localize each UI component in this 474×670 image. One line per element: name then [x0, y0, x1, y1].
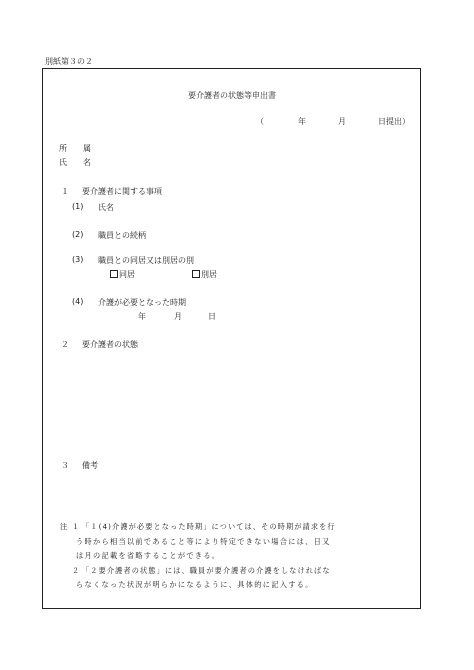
note2-line1: 「２要介護者の状態」には、職員が要介護者の介護をしなければな — [82, 566, 331, 575]
note2-number: ２ — [72, 566, 80, 575]
care-start-month-unit: 月 — [174, 312, 182, 321]
attachment-label: 別紙第３の２ — [45, 57, 93, 66]
note2-line2: らなくなった状況が明らかになるように、具体的に記入する。 — [76, 580, 314, 589]
section2-number: ２ — [61, 340, 69, 349]
option-separate[interactable] — [192, 269, 217, 280]
year-unit: 年 — [298, 117, 306, 126]
section1-number: １ — [61, 187, 69, 196]
option-cohabiting[interactable] — [110, 269, 135, 280]
day-submitted-label: 日提出） — [378, 117, 410, 126]
name-label: 氏 名 — [59, 158, 95, 167]
note1-line3: は月の記載を省略することができる。 — [76, 551, 221, 560]
option-separate-label: 別居 — [201, 270, 217, 279]
note1-line1: 「１(4)介護が必要となった時期」については、その時期が請求を行 — [82, 522, 336, 531]
item3-label: 職員との同居又は別居の別 — [98, 256, 194, 265]
note1-number: １ — [72, 522, 80, 531]
item1-label: 氏名 — [98, 203, 114, 212]
checkbox-icon[interactable] — [192, 270, 200, 278]
option-cohabiting-label: 同居 — [119, 270, 135, 279]
item4-number: (4) — [72, 297, 84, 306]
section3-heading: 備考 — [82, 461, 98, 470]
section3-number: ３ — [61, 461, 69, 470]
item2-label: 職員との続柄 — [98, 231, 146, 240]
notes-prefix: 注 — [60, 522, 68, 531]
item4-label: 介護が必要となった時期 — [98, 298, 186, 307]
item3-number: (3) — [72, 255, 84, 264]
note1-line2: う時から相当以前であること等により特定できない場合には、日又 — [76, 537, 331, 546]
care-start-day-unit: 日 — [208, 312, 216, 321]
care-start-year-unit: 年 — [138, 312, 146, 321]
form-title: 要介護者の状態等申出書 — [188, 91, 276, 100]
checkbox-icon[interactable] — [110, 270, 118, 278]
section2-heading: 要介護者の状態 — [82, 340, 138, 349]
date-open-paren: （ — [256, 117, 264, 126]
section1-heading: 要介護者に関する事項 — [82, 187, 162, 196]
affiliation-label: 所 属 — [59, 144, 95, 153]
month-unit: 月 — [338, 117, 346, 126]
item1-number: (1) — [72, 202, 84, 211]
item2-number: (2) — [72, 230, 84, 239]
